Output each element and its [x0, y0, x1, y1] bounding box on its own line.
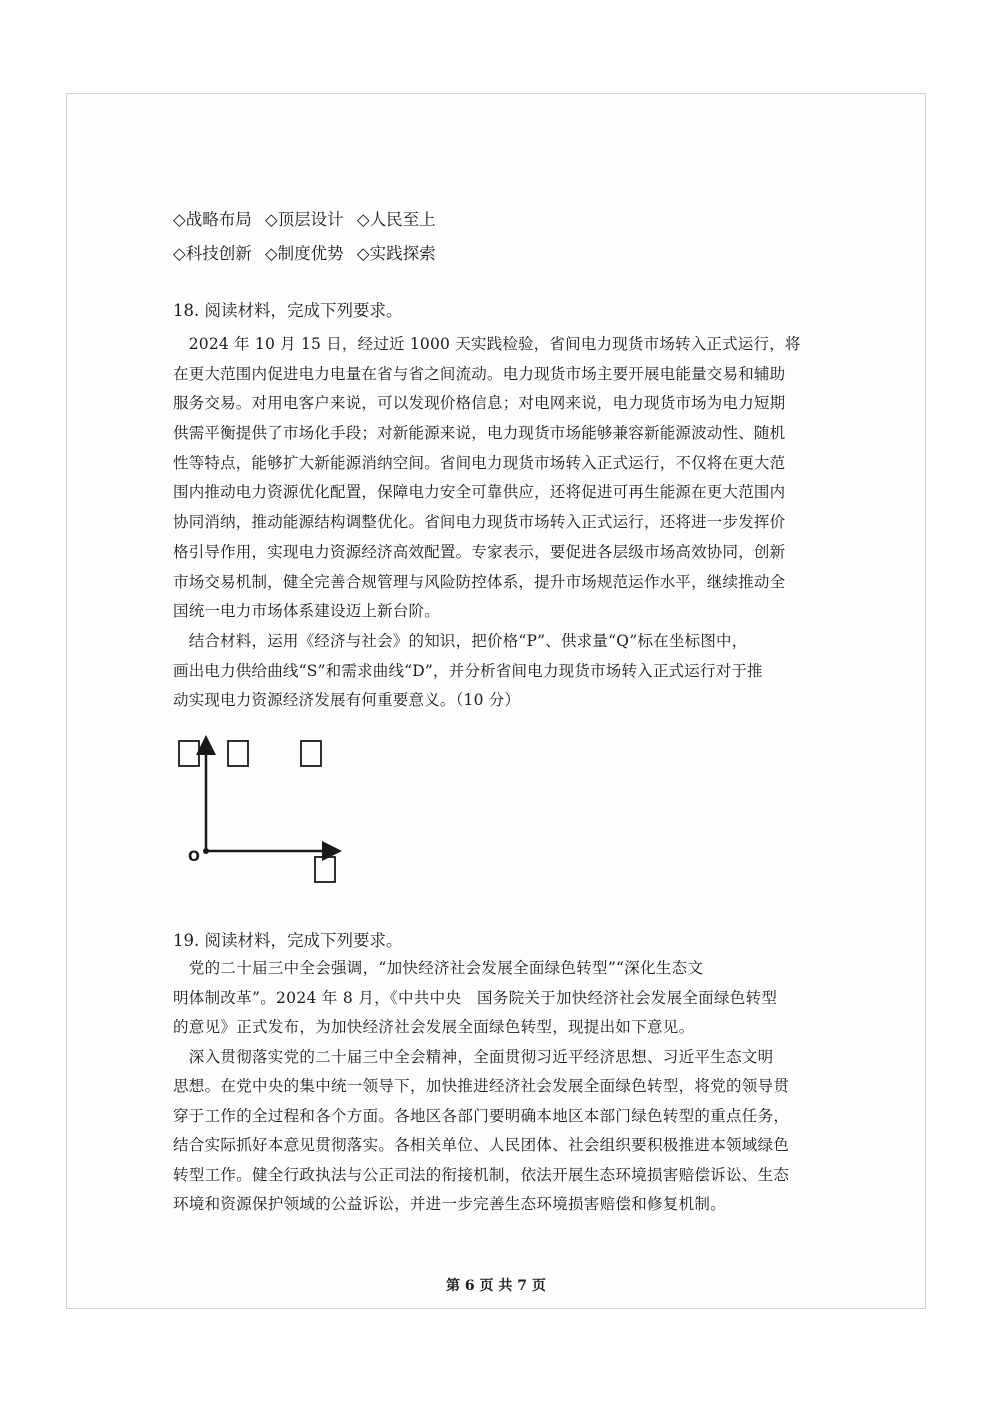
option-item: ◇制度优势 [264, 244, 344, 263]
answer-box-y-axis[interactable] [179, 741, 199, 766]
task-line: 结合材料，运用《经济与社会》的知识，把价格“P”、供求量“Q”标在坐标图中， [173, 631, 748, 650]
material-line: 格引导作用，实现电力资源经济高效配置。专家表示，要促进各层级市场高效协同，创新 [173, 542, 786, 561]
origin-label: O [188, 849, 200, 865]
material-line: 环境和资源保护领域的公益诉讼，并进一步完善生态环境损害赔偿和修复机制。 [173, 1195, 727, 1213]
material-line: 党的二十届三中全会强调，“加快经济社会发展全面绿色转型”“深化生态文 [173, 959, 704, 977]
material-line: 2024 年 10 月 15 日，经过近 1000 天实践检验，省间电力现货市场转入正式运行，将 [173, 335, 801, 353]
material-line: 服务交易。对用电客户来说，可以发现价格信息；对电网来说，电力现货市场为电力短期 [173, 394, 786, 413]
task-line: 画出电力供给曲线“S”和需求曲线“D”，并分析省间电力现货市场转入正式运行对于推 [173, 661, 763, 680]
answer-box-curve-1[interactable] [228, 741, 248, 766]
material-line: 市场交易机制，健全完善合规管理与风险防控体系，提升市场规范运作水平，继续推动全 [173, 572, 786, 591]
material-line: 在更大范围内促进电力电量在省与省之间流动。电力现货市场主要开展电能量交易和辅助 [173, 364, 786, 383]
option-row-1 [173, 206, 444, 230]
option-item: ◇战略布局 [173, 210, 252, 229]
answer-box-x-axis[interactable] [315, 857, 335, 882]
answer-box-curve-2[interactable] [301, 741, 321, 766]
material-line: 明体制改革”。2024 年 8 月，《中共中央 国务院关于加快经济社会发展全面绿色转型 [173, 988, 778, 1007]
option-item: ◇实践探索 [356, 244, 436, 263]
material-line: 国统一电力市场体系建设迈上新台阶。 [173, 602, 440, 621]
coordinate-axes-figure [170, 733, 350, 888]
material-line: 穿于工作的全过程和各个方面。各地区各部门要明确本地区本部门绿色转型的重点任务， [173, 1106, 790, 1125]
material-line: 转型工作。健全行政执法与公正司法的衔接机制，依法开展生态环境损害赔偿诉讼、生态 [173, 1165, 790, 1184]
task-line: 动实现电力资源经济发展有何重要意义。（10 分） [173, 691, 521, 710]
material-line: 的意见》正式发布，为加快经济社会发展全面绿色转型，现提出如下意见。 [173, 1018, 695, 1036]
question-19-heading: 19. 阅读材料，完成下列要求。 [173, 931, 403, 950]
material-line: 围内推动电力资源优化配置，保障电力安全可靠供应，还将促进可再生能源在更大范围内 [173, 483, 786, 502]
option-item: ◇科技创新 [173, 244, 252, 263]
material-line: 结合实际抓好本意见贯彻落实。各相关单位、人民团体、社会组织要积极推进本领域绿色 [173, 1136, 790, 1154]
option-row-2 [173, 240, 444, 264]
question-19-material [173, 954, 789, 1220]
material-line: 性等特点，能够扩大新能源消纳空间。省间电力现货市场转入正式运行，不仅将在更大范 [173, 453, 786, 472]
material-line: 思想。在党中央的集中统一领导下，加快推进经济社会发展全面绿色转型，将党的领导贯 [173, 1077, 790, 1095]
material-line: 供需平衡提供了市场化手段；对新能源来说，电力现货市场能够兼容新能源波动性、随机 [173, 424, 786, 443]
option-item: ◇人民至上 [356, 210, 436, 229]
material-line: 协同消纳，推动能源结构调整优化。省间电力现货市场转入正式运行，还将进一步发挥价 [173, 513, 786, 532]
option-item: ◇顶层设计 [264, 210, 344, 229]
question-18-material [173, 330, 801, 716]
question-18-heading: 18. 阅读材料，完成下列要求。 [173, 301, 403, 320]
page-number-footer: 第 6 页 共 7 页 [446, 1278, 546, 1294]
origin-point [203, 848, 209, 854]
material-line: 深入贯彻落实党的二十届三中全会精神，全面贯彻习近平经济思想、习近平生态文明 [173, 1047, 774, 1066]
